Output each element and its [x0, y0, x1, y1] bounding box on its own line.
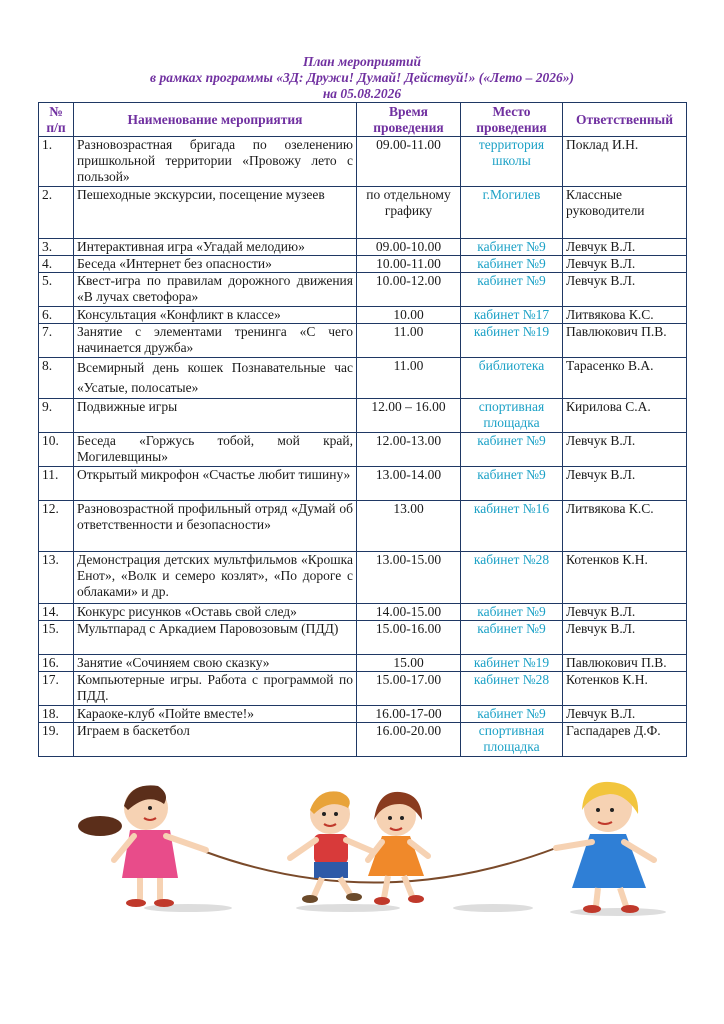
- event-place: библиотека: [461, 358, 563, 399]
- event-time: 12.00-13.00: [357, 433, 461, 467]
- event-responsible: Левчук В.Л.: [563, 239, 687, 256]
- event-time: 13.00-14.00: [357, 467, 461, 501]
- row-number: 17.: [39, 672, 74, 706]
- table-row: [39, 358, 687, 399]
- event-name: Подвижные игры: [74, 399, 357, 433]
- event-name: Открытый микрофон «Счастье любит тишину»: [74, 467, 357, 501]
- table-row: [39, 672, 687, 706]
- event-name: Играем в баскетбол: [74, 723, 357, 757]
- table-row: [39, 399, 687, 433]
- event-time: 16.00-17-00: [357, 706, 461, 723]
- event-responsible: Литвякова К.С.: [563, 307, 687, 324]
- event-name: Разновозрастной профильный отряд «Думай об ответственности и безопасности»: [74, 501, 357, 552]
- row-number: 14.: [39, 604, 74, 621]
- row-number: 4.: [39, 256, 74, 273]
- event-responsible: Левчук В.Л.: [563, 273, 687, 307]
- event-name: Демонстрация детских мультфильмов «Крошка Енот», «Волк и семеро козлят», «По дороге с облаками» и др.: [74, 552, 357, 604]
- table-row: [39, 273, 687, 307]
- table-row: [39, 187, 687, 239]
- event-place: кабинет №28: [461, 552, 563, 604]
- program-name: в рамках программы «3Д: Дружи! Думай! Действуй!» («Лето – 2026»): [150, 70, 574, 85]
- event-time: 10.00-12.00: [357, 273, 461, 307]
- event-responsible: Павлюкович П.В.: [563, 324, 687, 358]
- document-header: [0, 54, 724, 102]
- event-place: кабинет №9: [461, 706, 563, 723]
- event-name: Пешеходные экскурсии, посещение музеев: [74, 187, 357, 239]
- row-number: 12.: [39, 501, 74, 552]
- event-name: Консультация «Конфликт в классе»: [74, 307, 357, 324]
- event-place: кабинет №19: [461, 655, 563, 672]
- column-header-time: Время проведения: [357, 103, 461, 137]
- table-row: [39, 621, 687, 655]
- event-place: кабинет №9: [461, 239, 563, 256]
- event-responsible: Левчук В.Л.: [563, 706, 687, 723]
- table-row: [39, 467, 687, 501]
- event-place: г.Могилев: [461, 187, 563, 239]
- event-time: 09.00-11.00: [357, 137, 461, 187]
- plan-date: на 05.08.2026: [322, 86, 402, 101]
- column-header-name: Наименование мероприятия: [74, 103, 357, 137]
- event-responsible: Левчук В.Л.: [563, 256, 687, 273]
- row-number: 19.: [39, 723, 74, 757]
- table-row: [39, 604, 687, 621]
- event-place: кабинет №19: [461, 324, 563, 358]
- event-name: Занятие «Сочиняем свою сказку»: [74, 655, 357, 672]
- event-time: 15.00-17.00: [357, 672, 461, 706]
- table-row: [39, 433, 687, 467]
- row-number: 16.: [39, 655, 74, 672]
- boy-figure: [290, 791, 374, 903]
- event-name: Квест-игра по правилам дорожного движения «В лучах светофора»: [74, 273, 357, 307]
- table-row: [39, 137, 687, 187]
- event-responsible: Классные руководители: [563, 187, 687, 239]
- event-name: Беседа «Горжусь тобой, мой край, Могилевщины»: [74, 433, 357, 467]
- event-place: кабинет №9: [461, 604, 563, 621]
- event-time: 11.00: [357, 324, 461, 358]
- event-place: кабинет №9: [461, 621, 563, 655]
- event-place: кабинет №9: [461, 256, 563, 273]
- table-row: [39, 239, 687, 256]
- table-row: [39, 655, 687, 672]
- event-name: Занятие с элементами тренинга «С чего начинается дружба»: [74, 324, 357, 358]
- table-row: [39, 307, 687, 324]
- event-place: кабинет №9: [461, 273, 563, 307]
- row-number: 11.: [39, 467, 74, 501]
- event-time: 09.00-10.00: [357, 239, 461, 256]
- row-number: 6.: [39, 307, 74, 324]
- event-place: спортивная площадка: [461, 399, 563, 433]
- column-header-responsible: Ответственный: [563, 103, 687, 137]
- row-number: 15.: [39, 621, 74, 655]
- plan-title: План мероприятий: [302, 54, 422, 69]
- event-name: Беседа «Интернет без опасности»: [74, 256, 357, 273]
- table-row: [39, 501, 687, 552]
- girl-middle-figure: [368, 792, 428, 905]
- event-place: спортивная площадка: [461, 723, 563, 757]
- event-responsible: Павлюкович П.В.: [563, 655, 687, 672]
- row-number: 10.: [39, 433, 74, 467]
- event-responsible: Котенков К.Н.: [563, 672, 687, 706]
- event-time: 10.00: [357, 307, 461, 324]
- row-number: 8.: [39, 358, 74, 399]
- row-number: 5.: [39, 273, 74, 307]
- girl-left-figure: [78, 785, 206, 907]
- row-number: 18.: [39, 706, 74, 723]
- event-responsible: Левчук В.Л.: [563, 621, 687, 655]
- table-header-row: [39, 103, 687, 137]
- children-jump-rope-illustration: [78, 780, 684, 920]
- event-place: кабинет №28: [461, 672, 563, 706]
- event-time: 12.00 – 16.00: [357, 399, 461, 433]
- event-responsible: Гаспадарев Д.Ф.: [563, 723, 687, 757]
- event-time: 13.00-15.00: [357, 552, 461, 604]
- row-number: 13.: [39, 552, 74, 604]
- event-responsible: Котенков К.Н.: [563, 552, 687, 604]
- row-number: 3.: [39, 239, 74, 256]
- event-place: кабинет №9: [461, 433, 563, 467]
- event-name: Конкурс рисунков «Оставь свой след»: [74, 604, 357, 621]
- event-time: по отдельному графику: [357, 187, 461, 239]
- event-time: 16.00-20.00: [357, 723, 461, 757]
- event-name: Разновозрастная бригада по озеленению пришкольной территории «Провожу лето с пользой»: [74, 137, 357, 187]
- event-name: Компьютерные игры. Работа с программой по ПДД.: [74, 672, 357, 706]
- event-name: Караоке-клуб «Пойте вместе!»: [74, 706, 357, 723]
- row-number: 7.: [39, 324, 74, 358]
- event-place: кабинет №17: [461, 307, 563, 324]
- event-time: 15.00-16.00: [357, 621, 461, 655]
- event-responsible: Левчук В.Л.: [563, 467, 687, 501]
- event-name: Всемирный день кошек Познавательные час «Усатые, полосатые»: [74, 358, 357, 399]
- column-header-num: № п/п: [39, 103, 74, 137]
- girl-right-figure: [556, 782, 654, 913]
- event-name: Интерактивная игра «Угадай мелодию»: [74, 239, 357, 256]
- event-responsible: Литвякова К.С.: [563, 501, 687, 552]
- event-place: кабинет №9: [461, 467, 563, 501]
- event-time: 14.00-15.00: [357, 604, 461, 621]
- row-number: 9.: [39, 399, 74, 433]
- events-table: [38, 102, 687, 757]
- event-responsible: Поклад И.Н.: [563, 137, 687, 187]
- row-number: 2.: [39, 187, 74, 239]
- event-place: кабинет №16: [461, 501, 563, 552]
- event-name: Мультпарад с Аркадием Паровозовым (ПДД): [74, 621, 357, 655]
- table-row: [39, 706, 687, 723]
- event-responsible: Кирилова С.А.: [563, 399, 687, 433]
- event-time: 11.00: [357, 358, 461, 399]
- event-time: 15.00: [357, 655, 461, 672]
- table-row: [39, 256, 687, 273]
- event-responsible: Левчук В.Л.: [563, 604, 687, 621]
- table-row: [39, 552, 687, 604]
- event-time: 10.00-11.00: [357, 256, 461, 273]
- table-row: [39, 324, 687, 358]
- event-responsible: Тарасенко В.А.: [563, 358, 687, 399]
- event-place: территория школы: [461, 137, 563, 187]
- column-header-place: Место проведения: [461, 103, 563, 137]
- event-responsible: Левчук В.Л.: [563, 433, 687, 467]
- event-time: 13.00: [357, 501, 461, 552]
- row-number: 1.: [39, 137, 74, 187]
- table-row: [39, 723, 687, 757]
